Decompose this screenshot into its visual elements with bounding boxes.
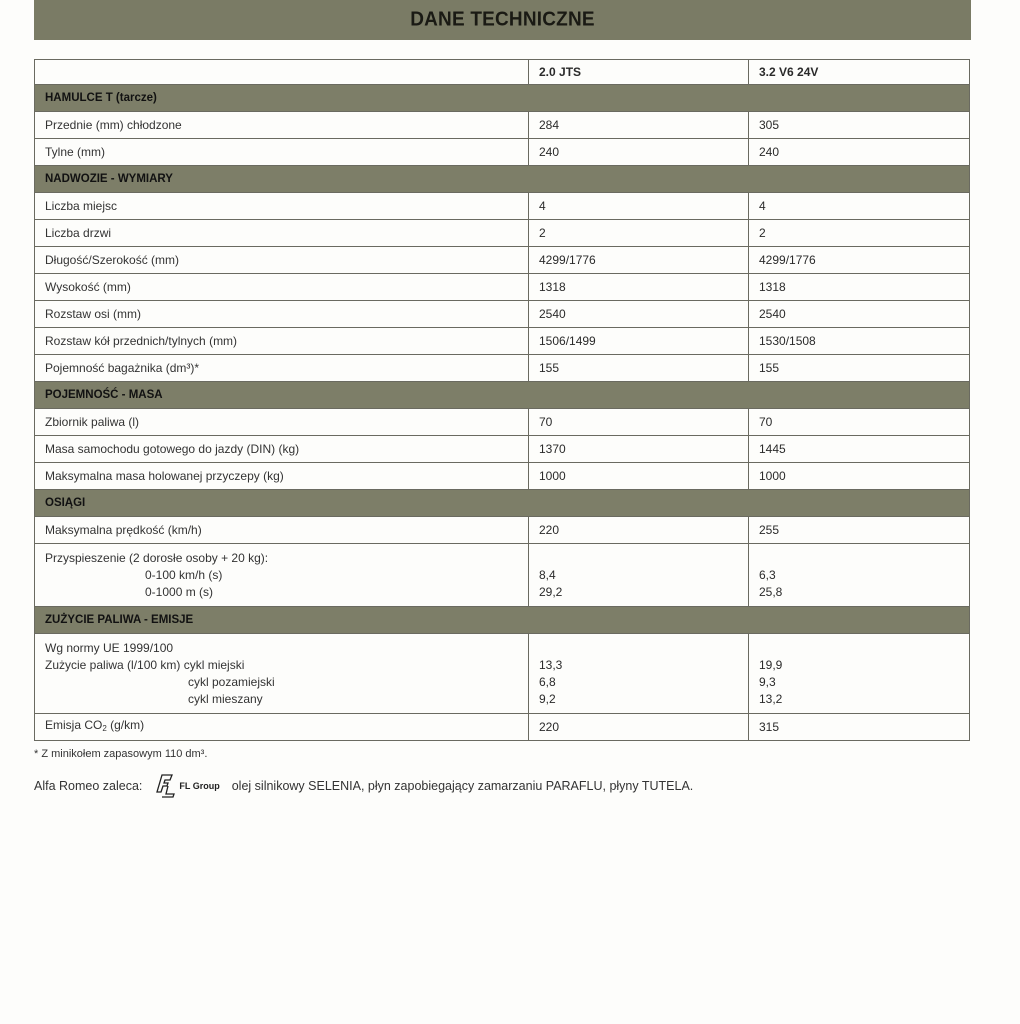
table-row-emission	[35, 714, 970, 741]
row-value-3-2-v6: 305	[749, 112, 970, 139]
table-row	[35, 274, 970, 301]
fl-group-logo	[156, 773, 219, 799]
row-value-2-0-jts: 4	[529, 193, 749, 220]
consumption-combined-value: 13,2	[759, 692, 783, 706]
recommendation-line	[34, 773, 693, 799]
row-value-2-0-jts: 220	[529, 714, 749, 741]
emission-label-post: (g/km)	[106, 718, 145, 732]
section-header-brakes	[35, 85, 970, 112]
page-title: DANE TECHNICZNE	[410, 8, 595, 31]
consumption-urban-value: 19,9	[759, 658, 783, 672]
consumption-norm: Wg normy UE 1999/100	[45, 641, 174, 655]
row-value-3-2-v6	[749, 634, 970, 714]
column-header-label	[35, 60, 529, 85]
accel-value-100: 6,3	[759, 568, 776, 582]
row-value-3-2-v6: 1000	[749, 463, 970, 490]
consumption-urban-value: 13,3	[539, 658, 563, 672]
row-value-2-0-jts	[529, 634, 749, 714]
accel-value-1000: 25,8	[759, 585, 783, 599]
row-label: Tylne (mm)	[35, 139, 529, 166]
table-row	[35, 463, 970, 490]
accel-sub-label-100: 0-100 km/h (s)	[145, 568, 223, 582]
row-value-2-0-jts: 1318	[529, 274, 749, 301]
recommend-text: olej silnikowy SELENIA, płyn zapobiegający zamarzaniu PARAFLU, płyny TUTELA.	[231, 779, 694, 793]
row-label: Rozstaw kół przednich/tylnych (mm)	[35, 328, 529, 355]
row-value-2-0-jts: 4299/1776	[529, 247, 749, 274]
column-header-3-2-v6: 3.2 V6 24V	[749, 60, 970, 85]
row-value-2-0-jts: 70	[529, 409, 749, 436]
table-row	[35, 247, 970, 274]
row-value-3-2-v6: 255	[749, 517, 970, 544]
row-label: Maksymalna masa holowanej przyczepy (kg)	[35, 463, 529, 490]
consumption-combined-value: 9,2	[539, 692, 556, 706]
row-value-3-2-v6: 240	[749, 139, 970, 166]
table-row-acceleration	[35, 544, 970, 607]
fl-group-logo-icon	[156, 773, 176, 799]
consumption-extra-urban-label: cykl pozamiejski	[188, 675, 275, 689]
recommend-prefix: Alfa Romeo zaleca:	[34, 779, 143, 793]
table-row	[35, 112, 970, 139]
accel-value-1000: 29,2	[539, 585, 563, 599]
row-value-3-2-v6: 1445	[749, 436, 970, 463]
table-row	[35, 301, 970, 328]
row-value-2-0-jts: 240	[529, 139, 749, 166]
section-title: ZUŻYCIE PALIWA - EMISJE	[35, 607, 970, 634]
row-label: Długość/Szerokość (mm)	[35, 247, 529, 274]
consumption-extra-urban-value: 9,3	[759, 675, 776, 689]
row-value-2-0-jts: 1370	[529, 436, 749, 463]
header-band	[34, 0, 971, 40]
row-label-emission	[35, 714, 529, 741]
consumption-combined-label: cykl mieszany	[188, 692, 263, 706]
row-label: Wysokość (mm)	[35, 274, 529, 301]
row-value-3-2-v6: 4	[749, 193, 970, 220]
section-title: NADWOZIE - WYMIARY	[35, 166, 970, 193]
table-row	[35, 436, 970, 463]
row-value-2-0-jts	[529, 544, 749, 607]
section-header-fuel	[35, 607, 970, 634]
row-value-2-0-jts: 220	[529, 517, 749, 544]
section-header-performance	[35, 490, 970, 517]
row-value-3-2-v6	[749, 544, 970, 607]
row-label-consumption	[35, 634, 529, 714]
row-label: Przednie (mm) chłodzone	[35, 112, 529, 139]
column-header-row	[35, 60, 970, 85]
section-title: POJEMNOŚĆ - MASA	[35, 382, 970, 409]
row-label: Masa samochodu gotowego do jazdy (DIN) (kg)	[35, 436, 529, 463]
table-row	[35, 328, 970, 355]
section-title: HAMULCE T (tarcze)	[35, 85, 970, 112]
table-row	[35, 193, 970, 220]
row-label: Liczba miejsc	[35, 193, 529, 220]
accel-value-100: 8,4	[539, 568, 556, 582]
row-label: Rozstaw osi (mm)	[35, 301, 529, 328]
row-label: Liczba drzwi	[35, 220, 529, 247]
consumption-urban-label: Zużycie paliwa (l/100 km) cykl miejski	[45, 658, 245, 672]
row-value-3-2-v6: 315	[749, 714, 970, 741]
table-row	[35, 517, 970, 544]
row-label: Zbiornik paliwa (l)	[35, 409, 529, 436]
table-row-consumption	[35, 634, 970, 714]
table-row	[35, 139, 970, 166]
column-header-2-0-jts: 2.0 JTS	[529, 60, 749, 85]
row-value-3-2-v6: 4299/1776	[749, 247, 970, 274]
row-value-2-0-jts: 1000	[529, 463, 749, 490]
section-title: OSIĄGI	[35, 490, 970, 517]
row-value-2-0-jts: 2540	[529, 301, 749, 328]
row-value-2-0-jts: 1506/1499	[529, 328, 749, 355]
row-label: Maksymalna prędkość (km/h)	[35, 517, 529, 544]
row-value-3-2-v6: 70	[749, 409, 970, 436]
row-value-2-0-jts: 284	[529, 112, 749, 139]
row-value-3-2-v6: 2540	[749, 301, 970, 328]
accel-label: Przyspieszenie (2 dorosłe osoby + 20 kg):	[45, 551, 269, 565]
logo-text: FL Group	[179, 781, 220, 791]
footnote: * Z minikołem zapasowym 110 dm³.	[34, 748, 208, 760]
row-value-2-0-jts: 155	[529, 355, 749, 382]
row-value-3-2-v6: 2	[749, 220, 970, 247]
table-row	[35, 409, 970, 436]
section-header-body	[35, 166, 970, 193]
row-value-2-0-jts: 2	[529, 220, 749, 247]
row-value-3-2-v6: 1530/1508	[749, 328, 970, 355]
row-value-3-2-v6: 1318	[749, 274, 970, 301]
section-header-capacity	[35, 382, 970, 409]
spec-table	[34, 59, 970, 741]
row-label-acceleration	[35, 544, 529, 607]
emission-label-pre: Emisja CO	[45, 718, 103, 732]
emission-label-sub: 2	[102, 724, 107, 733]
row-value-3-2-v6: 155	[749, 355, 970, 382]
table-row	[35, 355, 970, 382]
table-row	[35, 220, 970, 247]
row-label: Pojemność bagażnika (dm³)*	[35, 355, 529, 382]
accel-sub-label-1000: 0-1000 m (s)	[145, 585, 214, 599]
consumption-extra-urban-value: 6,8	[539, 675, 556, 689]
